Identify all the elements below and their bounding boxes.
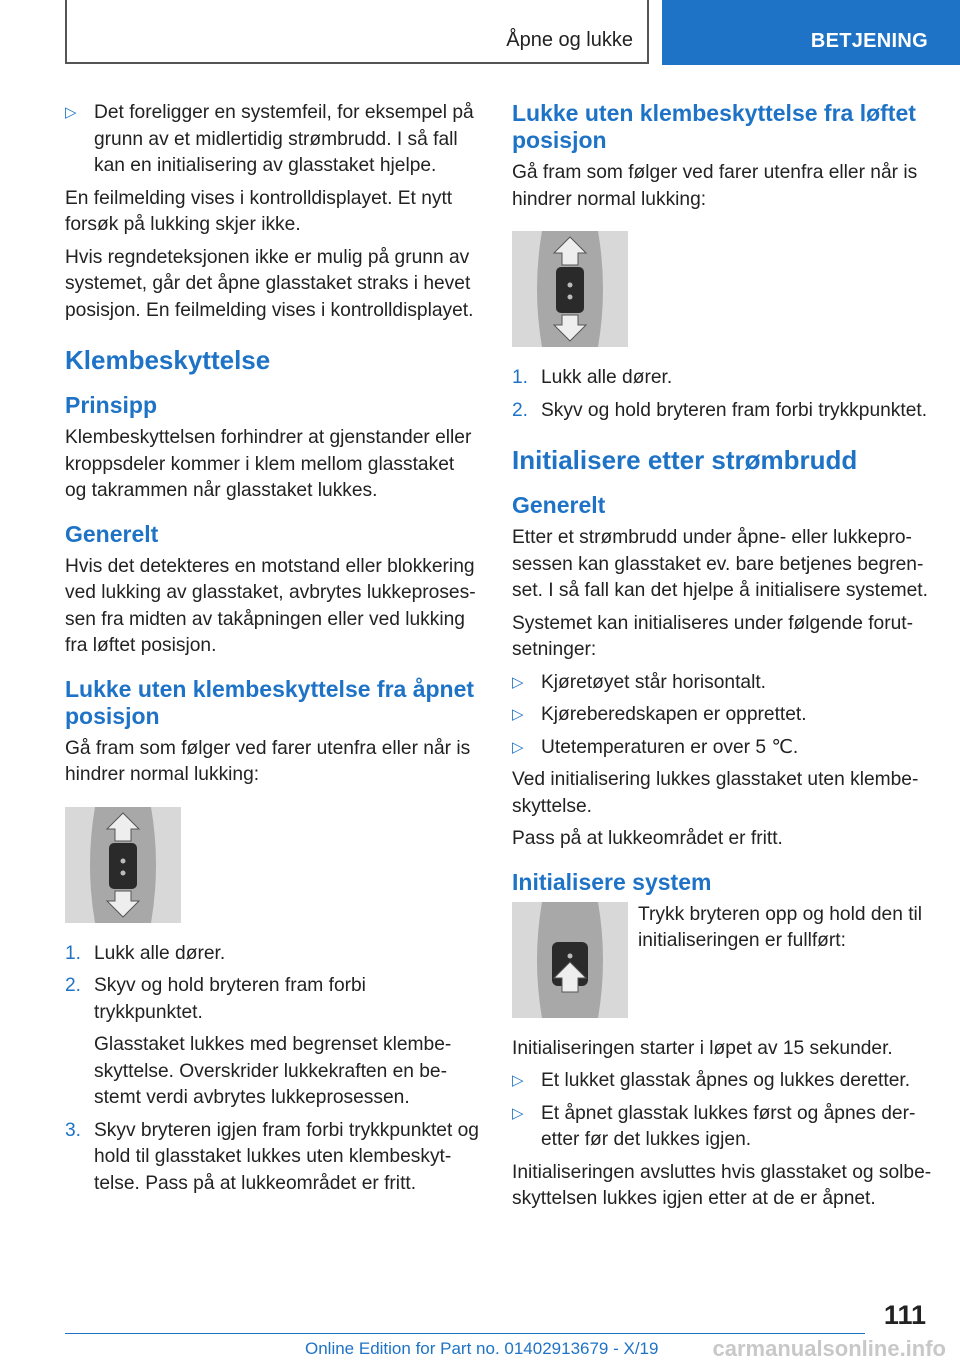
list-item: [512, 702, 932, 729]
header-section-box: [65, 0, 649, 64]
step-number: 1.: [512, 367, 529, 388]
list-item-text: Kjøretøyet står horisontalt.: [541, 671, 766, 693]
triangle-bullet-icon: ▷: [65, 104, 77, 121]
list-item-text: Kjøreberedskapen er opprettet.: [541, 704, 807, 725]
step-number: 1.: [65, 942, 82, 964]
header-section-title: Åpne og lukke: [506, 29, 633, 51]
header-chapter-box: [662, 0, 960, 65]
paragraph: Pass på at lukkeområdet er fritt.: [512, 828, 783, 849]
page-number: 111: [883, 1300, 926, 1330]
step-text: Skyv bryteren igjen fram forbi trykkpunktet og hold til glasstaket lukkes uten klembeskyt-telse. Pass på at lukkeområdet er fritt.: [94, 1119, 479, 1194]
triangle-bullet-icon: ▷: [512, 1104, 524, 1122]
list-item: [512, 670, 932, 697]
step-note: Glasstaket lukkes med begrenset klembe-skyttelse. Overskrider lukkekraften en be-stemt verdi avbrytes lukkeprosessen.: [94, 1034, 452, 1108]
step-number: 2.: [512, 399, 529, 421]
footer-divider: [65, 1333, 865, 1334]
list-item: [65, 1118, 480, 1198]
list-item-text: Det foreligger en systemfeil, for eksempel på grunn av et midlertidig strømbrudd. I så fall kan en initialisering av glasstaket hjelpe.: [94, 102, 474, 176]
watermark: carmanualsonline.info: [712, 1336, 946, 1361]
heading-generelt: Generelt: [65, 520, 159, 547]
heading-lukke-apnet: Lukke uten klembeskyttelse fra åpnet posisjon: [65, 675, 475, 729]
right-column: [512, 100, 932, 1219]
paragraph: Gå fram som følger ved farer utenfra eller når is hindrer normal lukking:: [65, 737, 471, 785]
heading-initialisere: Initialisere etter strømbrudd: [512, 445, 858, 475]
list-item: [512, 365, 932, 392]
step-text: Lukk alle dører.: [541, 367, 673, 388]
switch-forward-image: [512, 231, 628, 347]
paragraph: En feilmelding vises i kontrolldisplayet. Et nytt forsøk på lukking skjer ikke.: [65, 187, 453, 235]
heading-initialisere-system: Initialisere system: [512, 868, 712, 895]
paragraph: Etter et strømbrudd under åpne- eller lukkepro-sessen kan glasstaket ev. bare betjenes begren-set. I så fall kan det hjelpe å initialisere systemet.: [512, 527, 928, 601]
paragraph: Hvis det detekteres en motstand eller blokkering ved lukking av glasstaket, avbrytes lukkeproses-sen fra midten av takåpningen eller ved lukking fra løftet posisjon.: [65, 555, 476, 656]
triangle-bullet-icon: ▷: [512, 1072, 524, 1089]
paragraph: Trykk bryteren opp og hold den til initialiseringen er fullført:: [638, 903, 923, 951]
paragraph: Ved initialisering lukkes glasstaket uten klembe-skyttelse.: [512, 769, 919, 817]
paragraph: Klembeskyttelsen forhindrer at gjenstander eller kroppsdeler kommer i klem mellom glasstaket og takrammen når glasstaket lukkes.: [65, 427, 472, 501]
triangle-bullet-icon: ▷: [512, 673, 524, 691]
paragraph: Gå fram som følger ved farer utenfra eller når is hindrer normal lukking:: [512, 162, 918, 210]
init-system-block: [512, 902, 932, 1018]
list-item-text: Et åpnet glasstak lukkes først og åpnes der-etter før det lukkes igjen.: [541, 1102, 916, 1150]
paragraph: Hvis regndeteksjonen ikke er mulig på grunn av systemet, går det åpne glasstaket straks i hevet posisjon. En feilmelding vises i kontrolldisplayet.: [65, 246, 474, 321]
heading-lukke-loftet: Lukke uten klembeskyttelse fra løftet posisjon: [512, 100, 916, 153]
triangle-bullet-icon: ▷: [512, 706, 524, 723]
list-item-text: Utetemperaturen er over 5 ℃.: [541, 736, 799, 758]
list-item: [512, 1101, 932, 1154]
list-item: [65, 100, 480, 180]
step-text: Lukk alle dører.: [94, 942, 226, 964]
list-item: [65, 973, 480, 1026]
header-chapter-title: BETJENING: [810, 30, 928, 52]
paragraph: Initialiseringen avsluttes hvis glasstaket og solbe-skyttelsen lukkes igjen etter at de er åpnet.: [512, 1161, 932, 1209]
paragraph: Initialiseringen starter i løpet av 15 sekunder.: [512, 1037, 893, 1059]
edition-footer: Online Edition for Part no. 01402913679 - X/19: [305, 1339, 659, 1358]
heading-generelt: Generelt: [512, 492, 606, 518]
list-item-text: Et lukket glasstak åpnes og lukkes deretter.: [541, 1070, 911, 1091]
step-text: Skyv og hold bryteren fram forbi trykkpunktet.: [541, 399, 928, 421]
step-number: 2.: [65, 975, 82, 996]
list-item: [512, 398, 932, 425]
list-item: [65, 941, 480, 968]
heading-prinsipp: Prinsipp: [65, 392, 158, 418]
list-item: [512, 1068, 932, 1095]
step-text: Skyv og hold bryteren fram forbi trykkpunktet.: [94, 975, 366, 1023]
switch-up-image: [512, 902, 628, 1018]
heading-klembeskyttelse: Klembeskyttelse: [65, 345, 271, 375]
step-number: 3.: [65, 1119, 82, 1141]
switch-forward-image: [65, 807, 181, 923]
triangle-bullet-icon: ▷: [512, 738, 524, 756]
left-column: [65, 100, 480, 1203]
list-item: [512, 735, 932, 762]
paragraph: Systemet kan initialiseres under følgende forut-setninger:: [512, 612, 913, 660]
